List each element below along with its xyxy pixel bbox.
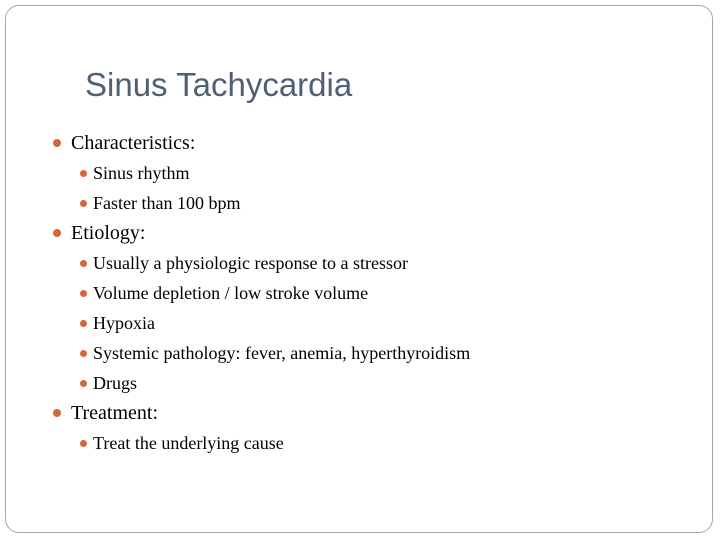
bullet-icon <box>53 409 61 417</box>
list-item-label: Usually a physiologic response to a stressor <box>93 253 408 273</box>
list-item-label: Sinus rhythm <box>93 163 190 183</box>
bullet-icon <box>80 290 87 297</box>
list-item <box>50 248 690 278</box>
list-item <box>50 308 690 338</box>
list-item <box>50 188 690 218</box>
list-item-label: Volume depletion / low stroke volume <box>93 283 369 303</box>
slide-title: Sinus Tachycardia <box>85 66 353 103</box>
bullet-icon <box>80 260 87 267</box>
section-heading-treatment <box>50 398 690 428</box>
slide-frame <box>5 5 713 533</box>
list-item-label: Faster than 100 bpm <box>93 193 241 213</box>
section-heading-label: Treatment: <box>71 402 159 424</box>
bullet-icon <box>53 139 61 147</box>
section-heading-characteristics <box>50 128 690 158</box>
bullet-icon <box>80 380 87 387</box>
bullet-icon <box>80 200 87 207</box>
section-heading-label: Etiology: <box>71 222 146 244</box>
list-item <box>50 428 690 458</box>
list-item-label: Hypoxia <box>93 313 155 333</box>
list-item <box>50 338 690 368</box>
bullet-icon <box>80 440 87 447</box>
bullet-icon <box>80 170 87 177</box>
bullet-icon <box>53 229 61 237</box>
list-item <box>50 158 690 188</box>
section-heading-etiology <box>50 218 690 248</box>
bullet-list <box>50 128 690 458</box>
bullet-icon <box>80 350 87 357</box>
list-item <box>50 368 690 398</box>
section-heading-label: Characteristics: <box>71 132 196 154</box>
list-item-label: Treat the underlying cause <box>93 433 284 453</box>
bullet-icon <box>80 320 87 327</box>
list-item-label: Drugs <box>93 373 137 393</box>
list-item-label: Systemic pathology: fever, anemia, hyperthyroidism <box>93 343 471 363</box>
list-item <box>50 278 690 308</box>
